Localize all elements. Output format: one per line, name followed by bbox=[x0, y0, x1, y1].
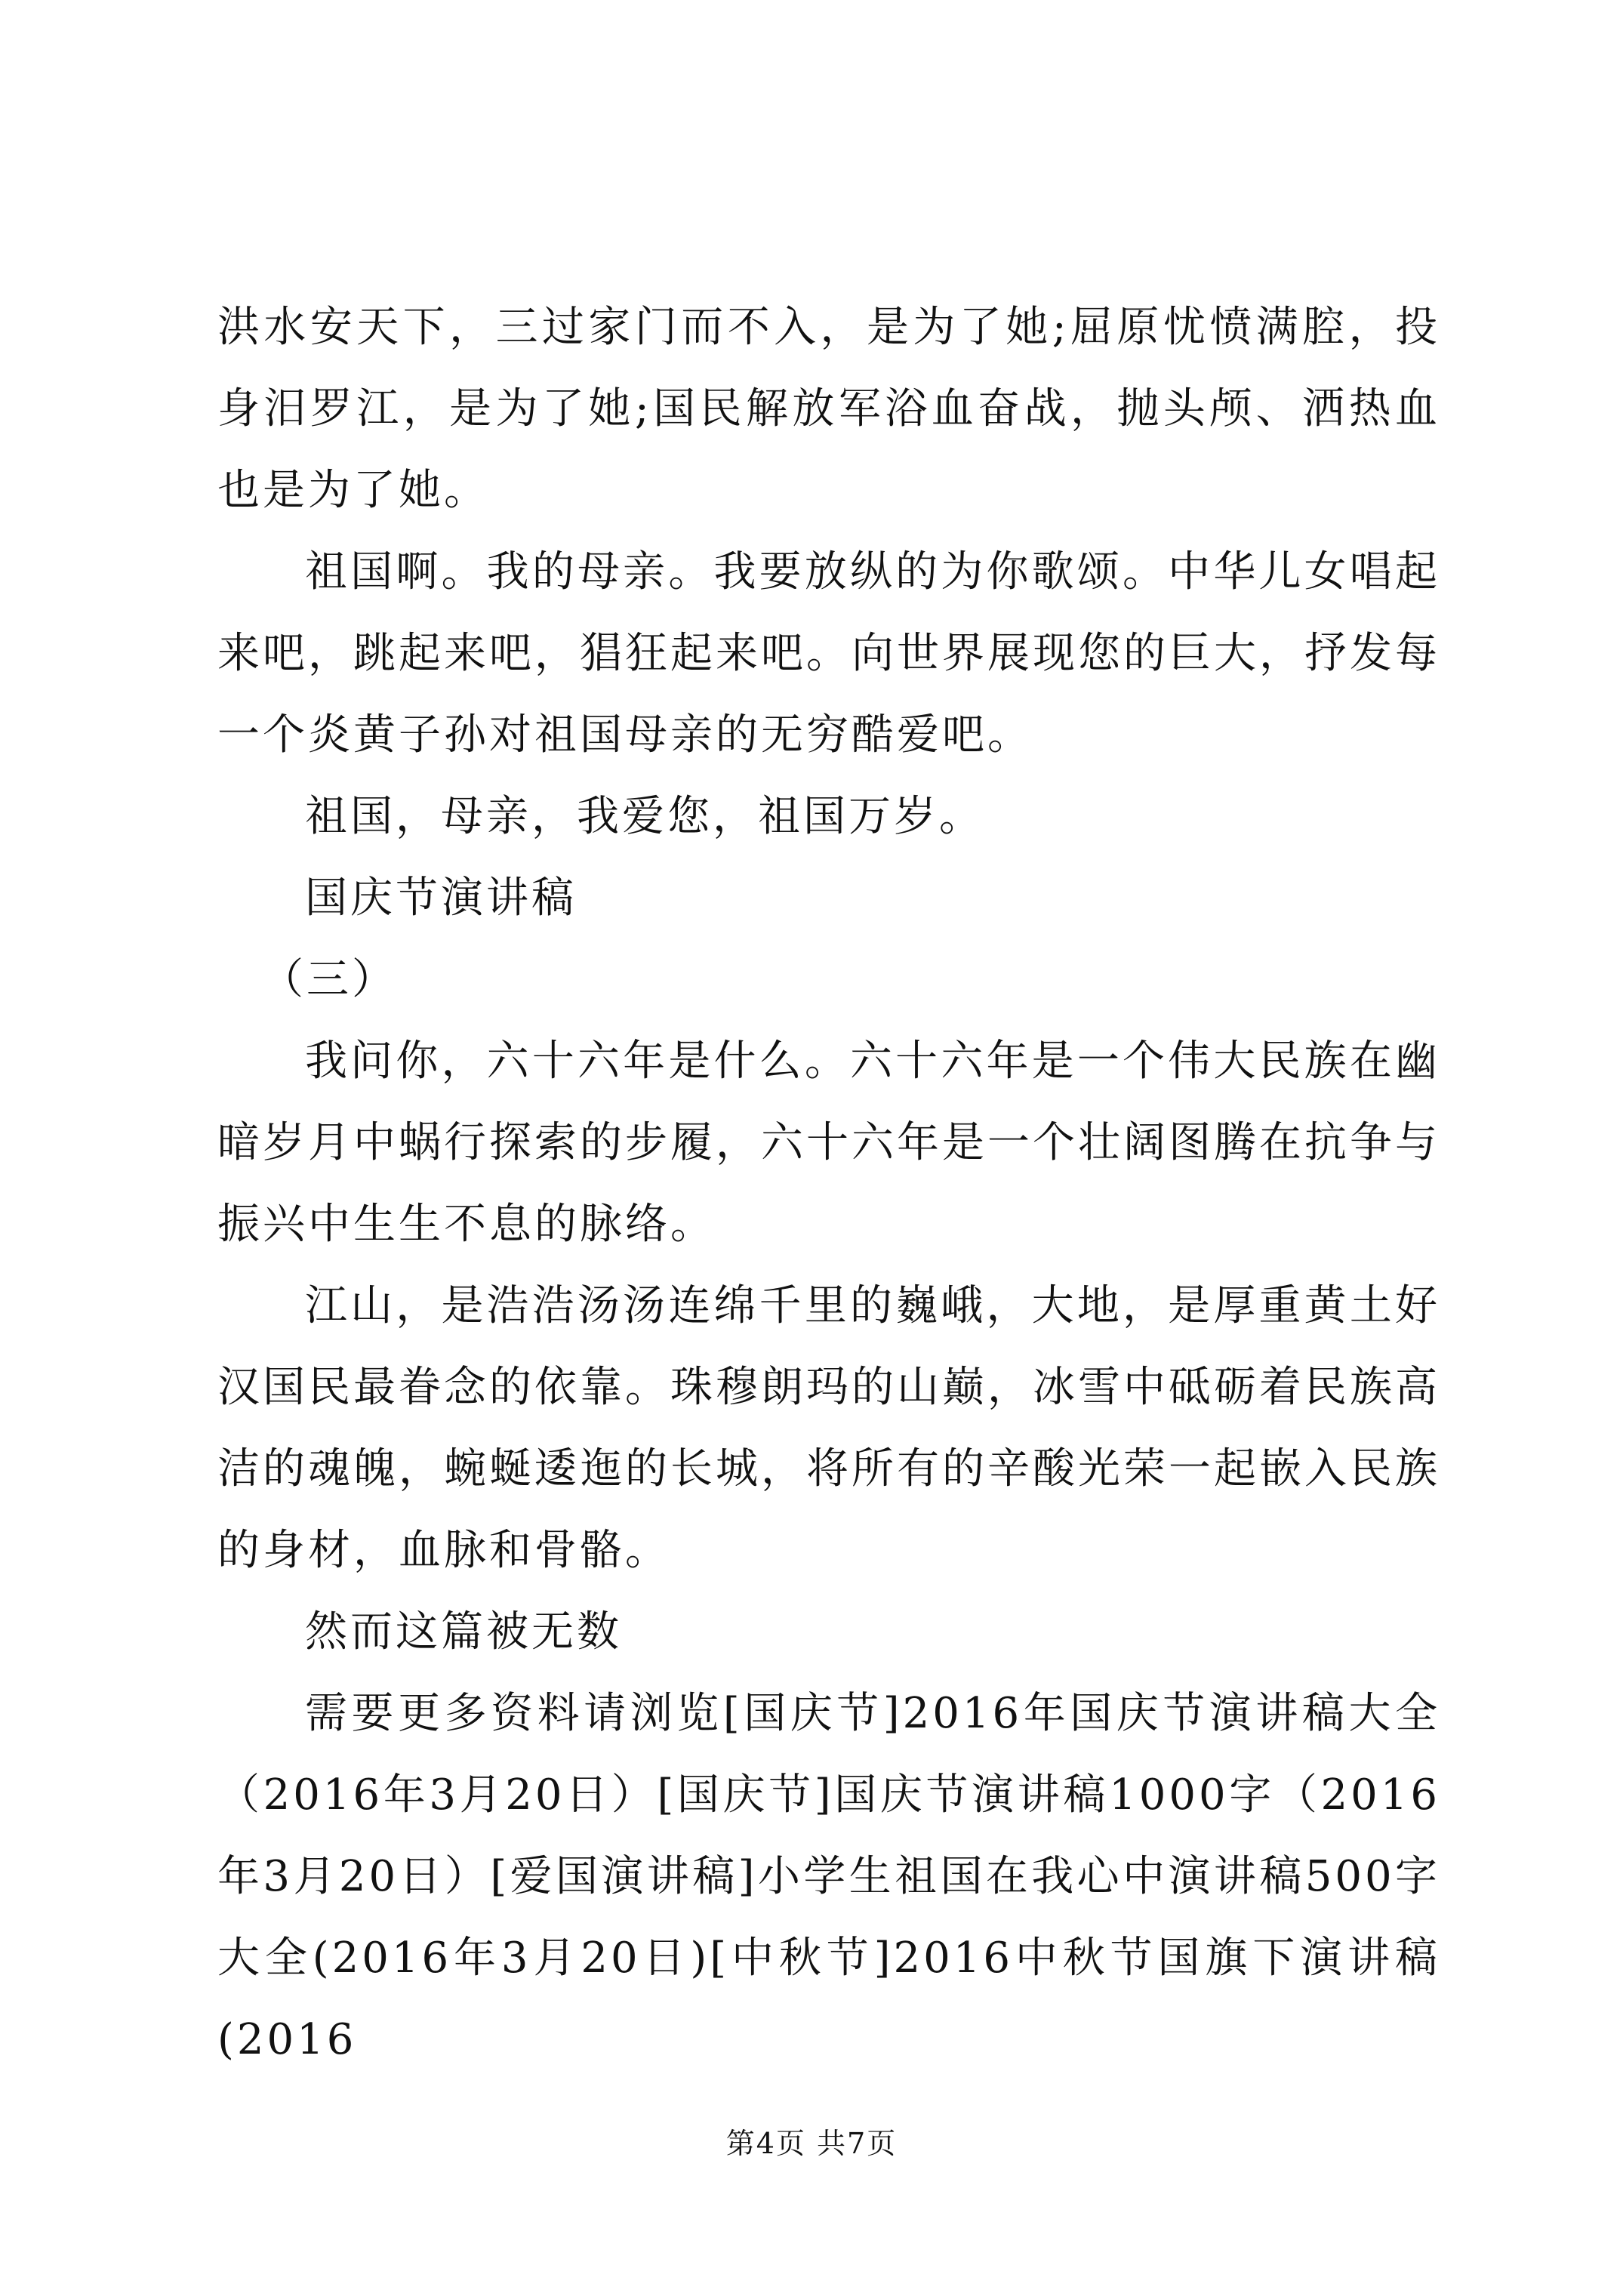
section-title: 国庆节演讲稿 bbox=[305, 874, 577, 923]
document-body bbox=[217, 287, 1440, 2081]
section-number: （三） bbox=[261, 955, 397, 1004]
paragraph-more-resources: 需要更多资料请浏览[国庆节]2016年国庆节演讲稿大全（2016年3月20日）[国庆节]国庆节演讲稿1000字（2016年3月20日）[爱国演讲稿]小学生祖国在我心中演讲稿500字大全(2016年3月20日)[中秋节]2016中秋节国旗下演讲稿(2016 bbox=[217, 1689, 1440, 2064]
paragraph-truncated: 然而这篇被无数 bbox=[305, 1607, 622, 1657]
paragraph-motherland-praise: 祖国啊。我的母亲。我要放纵的为你歌颂。中华儿女唱起来吧，跳起来吧，猖狂起来吧。向世界展现您的巨大，抒发每一个炎黄子孙对祖国母亲的无穷酷爱吧。 bbox=[217, 547, 1440, 760]
paragraph-rivers-mountains: 江山，是浩浩汤汤连绵千里的巍峨，大地，是厚重黄土好汉国民最眷念的依靠。珠穆朗玛的山巅，冰雪中砥砺着民族高洁的魂魄，蜿蜒逶迤的长城，将所有的辛酸光荣一起嵌入民族的身材，血脉和骨骼。 bbox=[217, 1281, 1440, 1575]
paragraph-sixty-six-years: 我问你，六十六年是什么。六十六年是一个伟大民族在幽暗岁月中蜗行探索的步履，六十六年是一个壮阔图腾在抗争与振兴中生生不息的脉络。 bbox=[217, 1037, 1440, 1249]
paragraph-motherland-cheer: 祖国，母亲，我爱您，祖国万岁。 bbox=[305, 792, 984, 841]
paragraph-continuation: 洪水安天下，三过家门而不入，是为了她;屈原忧愤满腔，投身汨罗江，是为了她;国民解放军浴血奋战，抛头颅、洒热血也是为了她。 bbox=[217, 303, 1440, 515]
page-footer: 第4页 共7页 bbox=[725, 2127, 898, 2160]
